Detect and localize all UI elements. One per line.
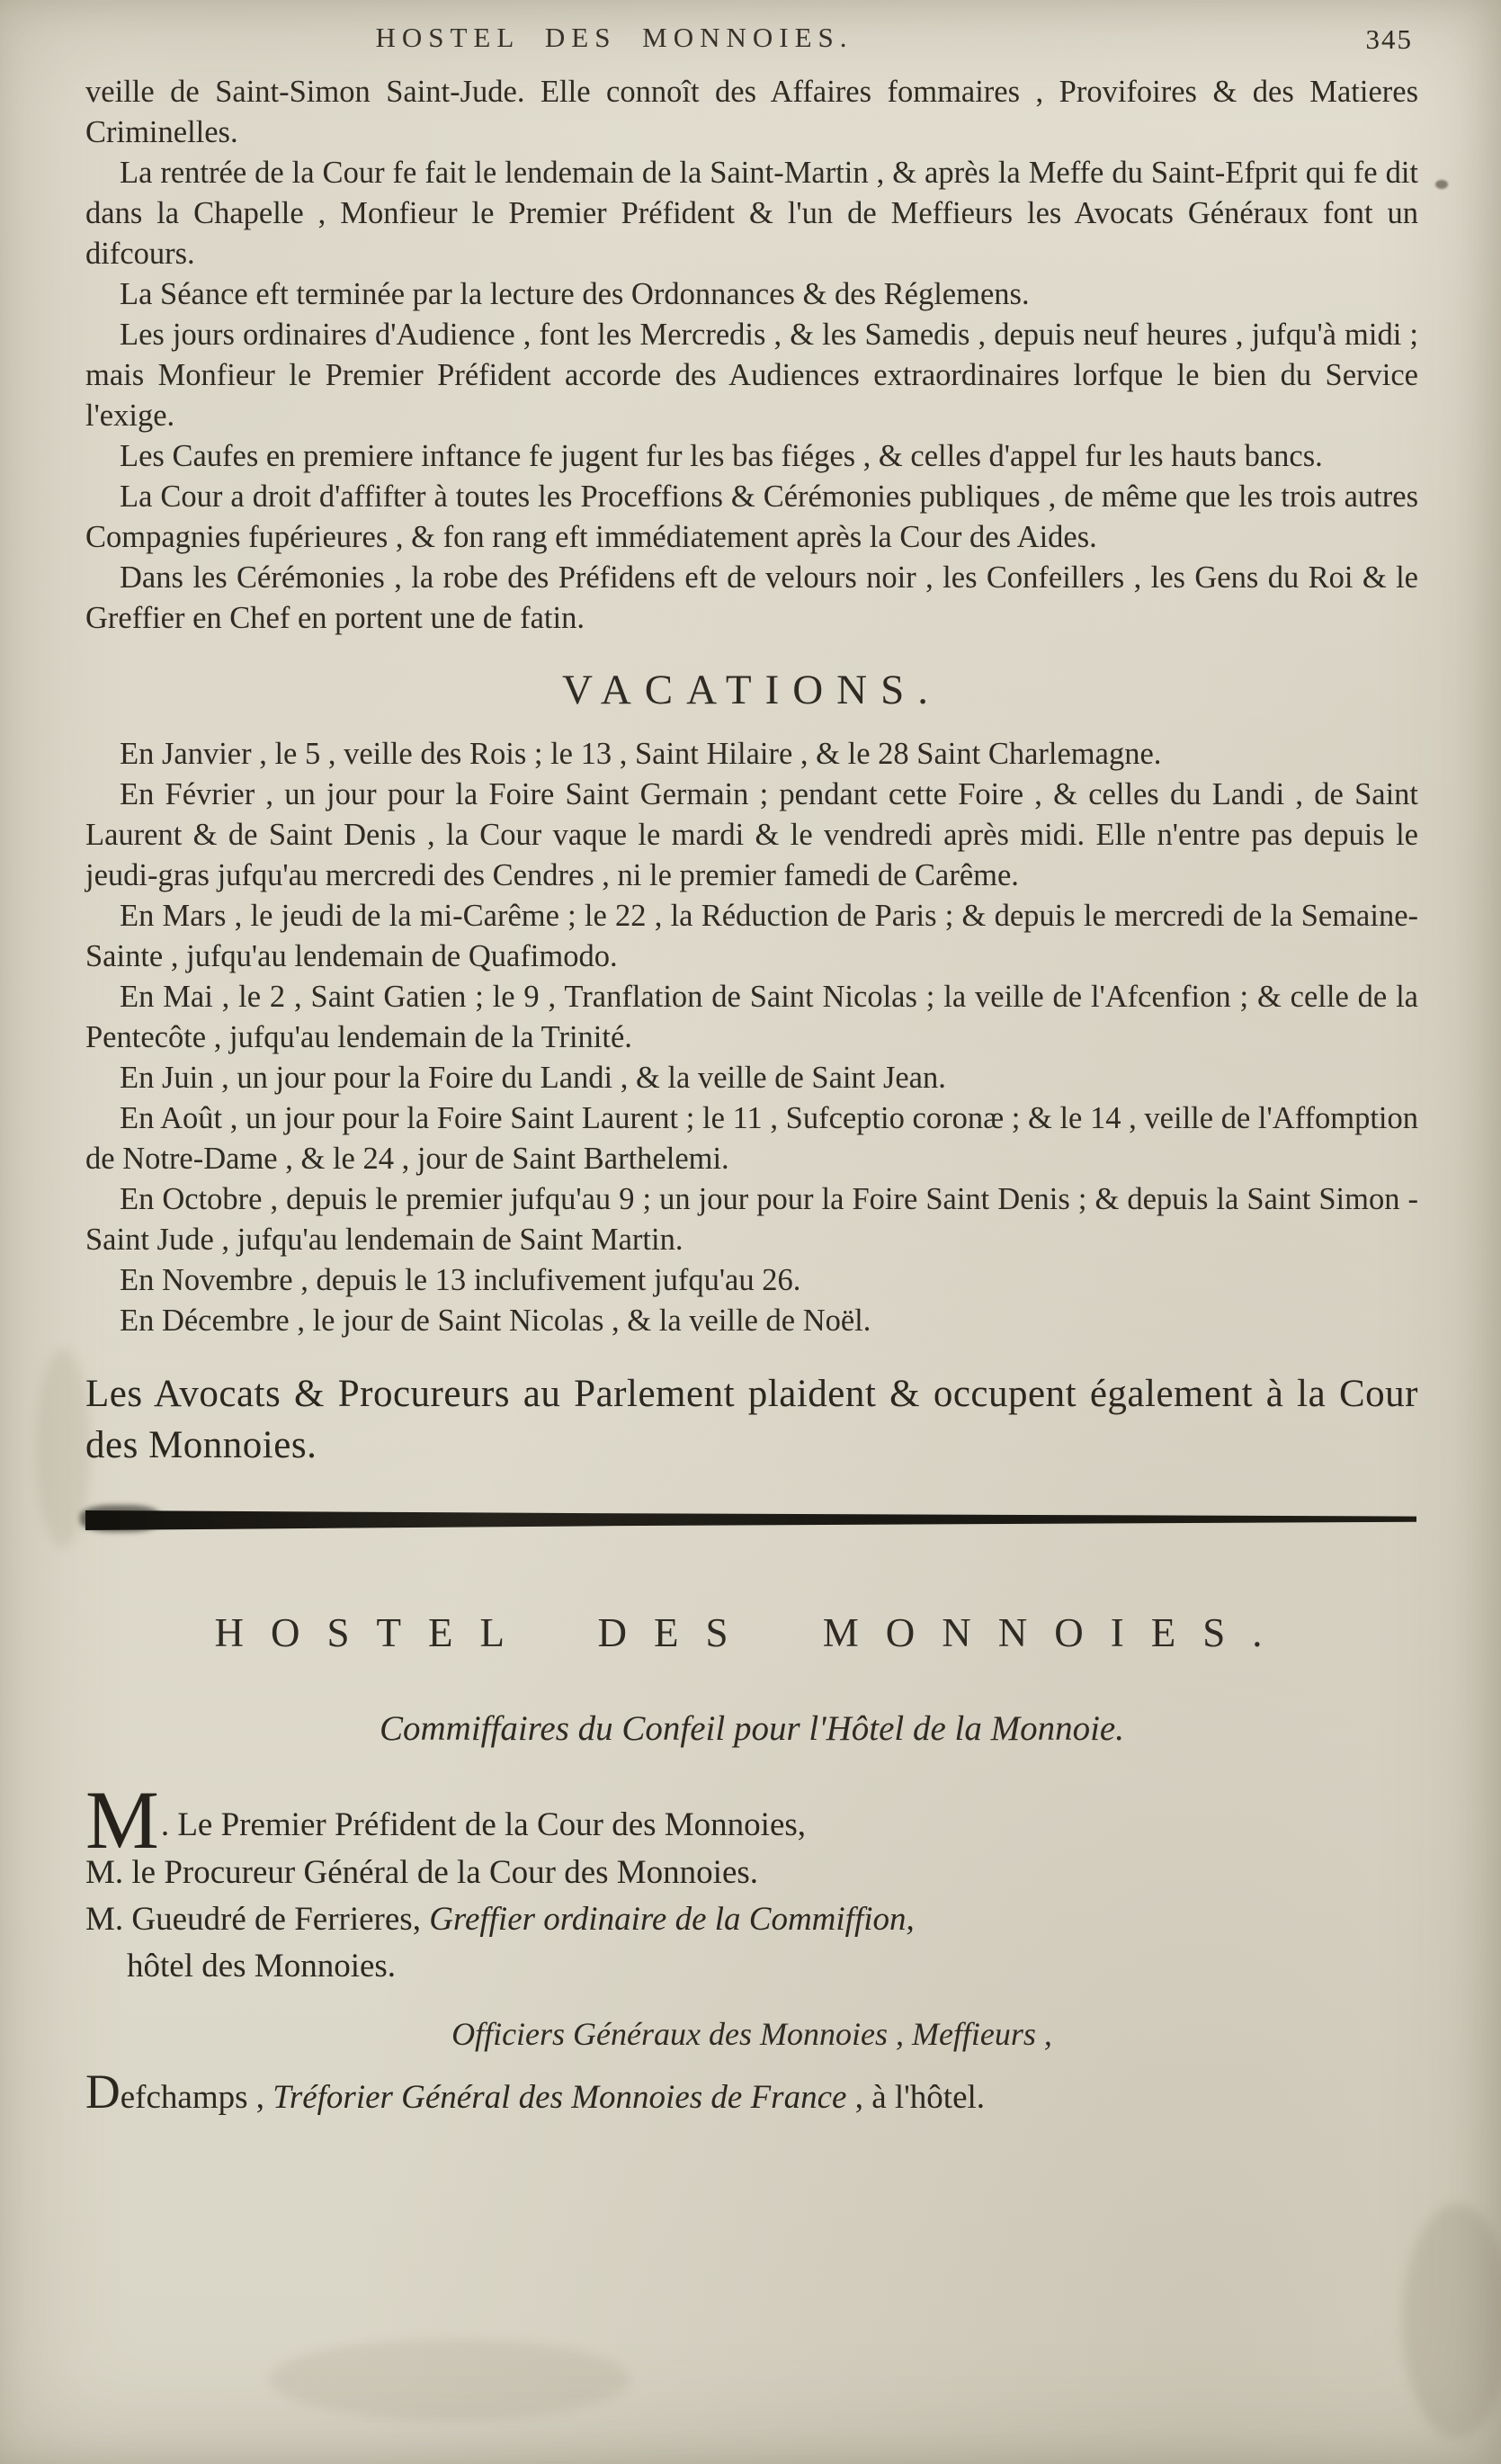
- officer-suffix: , à l'hôtel.: [846, 2079, 986, 2117]
- running-head-title: HOSTEL DES MONNOIES.: [375, 22, 853, 53]
- paragraph: Dans les Cérémonies , la robe des Préfidens eft de velours noir , les Confeillers , les Gens du Roi & le Greffier en Chef en portent une de fatin.: [85, 560, 1418, 635]
- vacation-paragraph: En Mars , le jeudi de la mi-Carême ; le 22 , la Réduction de Paris ; & depuis le mercredi de la Semaine-Sainte , jufqu'au lendemain de Quafimodo.: [85, 899, 1418, 973]
- vacation-paragraph: En Décembre , le jour de Saint Nicolas , & la veille de Noël.: [120, 1304, 871, 1338]
- commission-line: hôtel des Monnoies.: [127, 1948, 397, 1985]
- vacation-paragraph: En Mai , le 2 , Saint Gatien ; le 9 , Tranflation de Saint Nicolas ; la veille de l'Afcenfion ; & celle de la Pentecôte , jufqu'au lendemain de la Trinité.: [85, 980, 1418, 1054]
- vacations-heading: VACATIONS.: [561, 667, 943, 713]
- divider-bar: [85, 1510, 1416, 1530]
- page-content: [85, 16, 1418, 2120]
- officer-name: Defchamps ,: [85, 2065, 273, 2119]
- officer-title-italic: Tréforier Général des Monnoies de France: [273, 2079, 847, 2117]
- section-divider-rule: [85, 1509, 1418, 1532]
- page-number: 345: [1365, 23, 1413, 55]
- dropcap-initial: M: [85, 1774, 159, 1866]
- officer-entry: [85, 2065, 1418, 2120]
- commission-line-text: . Le Premier Préfident de la Cour des Monnoies,: [160, 1806, 807, 1843]
- section-heading: HOSTEL DES MONNOIES.: [214, 1610, 1290, 1655]
- paper-stain: [1403, 2204, 1501, 2438]
- paper-stain: [270, 2339, 630, 2420]
- officers-heading: Officiers Généraux des Monnoies , Meffieurs ,: [451, 2016, 1052, 2053]
- paragraph-continuation: veille de Saint-Simon Saint-Jude. Elle connoît des Affaires fommaires , Provifoires & des Matieres Criminelles.: [85, 75, 1418, 149]
- commission-line: M. le Procureur Général de la Cour des Monnoies.: [85, 1854, 759, 1892]
- vacation-paragraph: En Août , un jour pour la Foire Saint Laurent ; le 11 , Sufceptio coronæ ; & le 14 , veille de l'Affomption de Notre-Dame , & le 24 , jour de Saint Barthelemi.: [85, 1101, 1418, 1176]
- vacations-text: [85, 734, 1418, 1341]
- paper-stain: [1435, 180, 1448, 189]
- vacation-paragraph: En Novembre , depuis le 13 inclufivement jufqu'au 26.: [120, 1263, 801, 1297]
- section-subtitle: Commiffaires du Confeil pour l'Hôtel de la Monnoie.: [379, 1709, 1124, 1748]
- commission-list: [85, 1774, 1418, 1990]
- vacation-paragraph: En Janvier , le 5 , veille des Rois ; le 13 , Saint Hilaire , & le 28 Saint Charlemagne.: [120, 737, 1162, 771]
- paragraph: La Cour a droit d'affifter à toutes les Proceffions & Cérémonies publiques , de même que les trois autres Compagnies fupérieures , & fon rang eft immédiatement après la Cour des Aides.: [85, 479, 1418, 554]
- paragraph: Les Caufes en premiere inftance fe jugent fur les bas fiéges , & celles d'appel fur les hauts bancs.: [120, 439, 1323, 473]
- commission-title-italic: Greffier ordinaire de la Commiffion,: [429, 1901, 915, 1939]
- paragraph: La Séance eft terminée par la lecture des Ordonnances & des Réglemens.: [120, 277, 1030, 311]
- vacation-paragraph: En Février , un jour pour la Foire Saint Germain ; pendant cette Foire , & celles du Landi , de Saint Laurent & de Saint Denis , la Cour vaque le mardi & le vendredi après midi. Elle n'entre pas depuis le jeudi-gras jufqu'au mercredi des Cendres , ni le premier famedi de Carême.: [85, 777, 1418, 892]
- paragraph: Les jours ordinaires d'Audience , font les Mercredis , & les Samedis , depuis neuf heures , jufqu'à midi ; mais Monfieur le Premier Préfident accorde des Audiences extraordinaires lorfque le bien du Service l'exige.: [85, 318, 1418, 433]
- commission-line: [85, 1896, 1418, 1943]
- closing-paragraph: Les Avocats & Procureurs au Parlement plaident & occupent également à la Cour des Monnoies.: [85, 1373, 1418, 1466]
- commission-line: [85, 1774, 1418, 1866]
- paragraph: La rentrée de la Cour fe fait le lendemain de la Saint-Martin , & après la Meffe du Saint-Efprit qui fe dit dans la Chapelle , Monfieur le Premier Préfident & l'un de Meffieurs les Avocats Généraux font un difcours.: [85, 156, 1418, 271]
- vacation-paragraph: En Octobre , depuis le premier jufqu'au 9 ; un jour pour la Foire Saint Denis ; & depuis la Saint Simon - Saint Jude , jufqu'au lendemain de Saint Martin.: [85, 1182, 1418, 1257]
- vacation-paragraph: En Juin , un jour pour la Foire du Landi , & la veille de Saint Jean.: [120, 1061, 946, 1095]
- body-text: [85, 72, 1418, 639]
- running-head: [85, 16, 1418, 72]
- commission-line-text: M. Gueudré de Ferrieres,: [85, 1901, 430, 1939]
